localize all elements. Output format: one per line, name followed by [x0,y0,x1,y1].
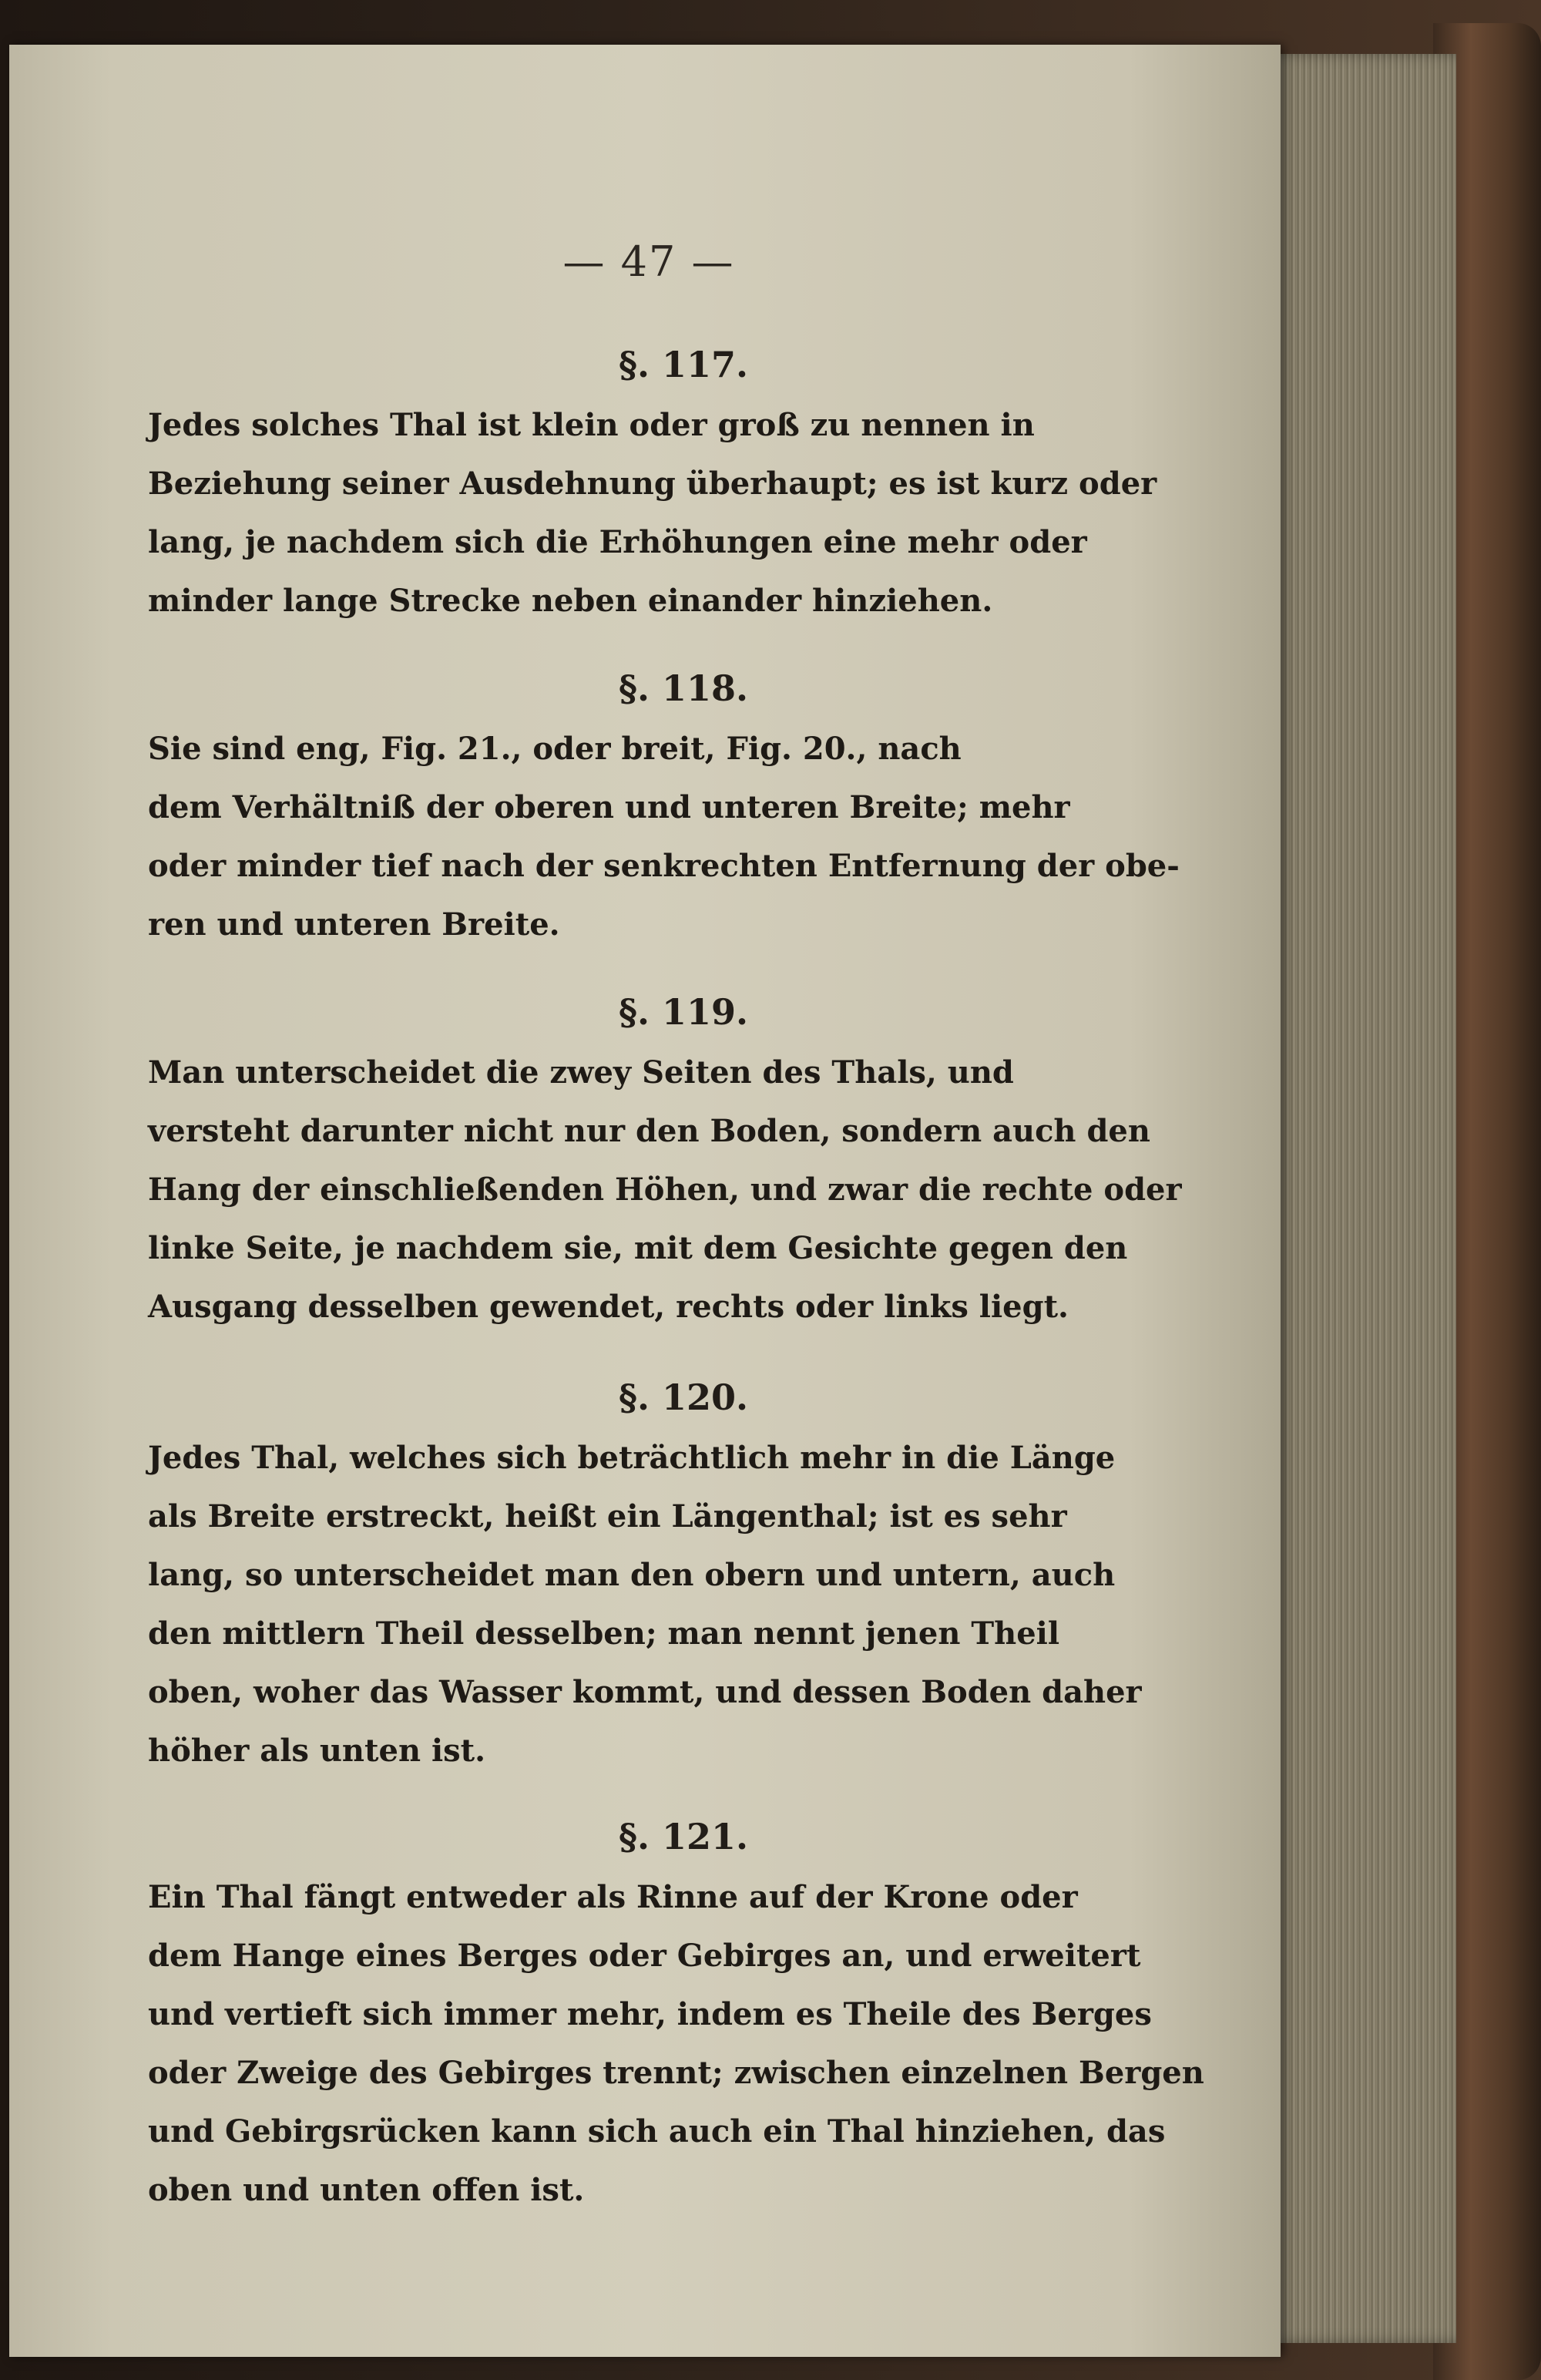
text-line: oben, woher das Wasser kommt, und dessen Boden daher [148,1674,1142,1710]
text-line: den mittlern Theil desselben; man nennt jenen Theil [148,1615,1060,1652]
text-line: und Gebirgsrücken kann sich auch ein Thal hinziehen, das [148,2113,1166,2150]
text-line: Hang der einschließenden Höhen, und zwar die rechte oder [148,1172,1182,1208]
text-line: und vertieft sich immer mehr, indem es Theile des Berges [148,1996,1152,2032]
text-line: Jedes solches Thal ist klein oder groß zu nennen in [148,407,1035,443]
text-line: minder lange Strecke neben einander hinziehen. [148,583,993,619]
section-120 [9,1370,1234,1780]
text-line: als Breite erstreckt, heißt ein Längenthal; ist es sehr [148,1498,1067,1535]
text-line: lang, je nachdem sich die Erhöhungen eine mehr oder [148,524,1087,560]
paragraph [79,396,1234,630]
text-line: Man unterscheidet die zwey Seiten des Thals, und [148,1054,1014,1091]
text-line: oder Zweige des Gebirges trennt; zwischen einzelnen Bergen [148,2055,1204,2091]
text-line: lang, so unterscheidet man den obern und untern, auch [148,1557,1116,1593]
section-heading: §. 120. [618,1377,749,1418]
section-117 [9,338,1234,630]
paragraph [79,1044,1234,1336]
text-line: oben und unten offen ist. [148,2172,585,2208]
text-line: dem Verhältniß der oberen und unteren Breite; mehr [148,789,1070,825]
section-heading: §. 121. [618,1816,749,1857]
section-118 [9,661,1234,954]
section-121 [9,1810,1234,2220]
text-line: linke Seite, je nachdem sie, mit dem Gesichte gegen den [148,1230,1128,1266]
book-page [9,45,1281,2357]
text-line: Ausgang desselben gewendet, rechts oder links liegt. [148,1289,1069,1325]
section-heading: §. 117. [618,344,749,385]
text-line: Ein Thal fängt entweder als Rinne auf der Krone oder [148,1879,1078,1915]
text-line: Beziehung seiner Ausdehnung überhaupt; es ist kurz oder [148,466,1157,502]
text-line: höher als unten ist. [148,1733,486,1769]
paragraph [79,720,1234,954]
text-line: Jedes Thal, welches sich beträchtlich mehr in die Länge [148,1440,1116,1476]
paragraph [79,1868,1234,2220]
text-line: Sie sind eng, Fig. 21., oder breit, Fig. 20., nach [148,731,962,767]
text-line: dem Hange eines Berges oder Gebirges an, und erweitert [148,1938,1141,1974]
paragraph [79,1429,1234,1780]
text-line: oder minder tief nach der senkrechten Entfernung der obe- [148,848,1180,884]
text-line: ren und unteren Breite. [148,906,560,943]
section-119 [9,985,1234,1336]
section-heading: §. 118. [618,667,749,709]
text-line: versteht darunter nicht nur den Boden, sondern auch den [148,1113,1150,1149]
section-heading: §. 119. [618,991,749,1033]
page-stack-edges [1271,54,1456,2343]
page-number: — 47 — [562,237,735,286]
